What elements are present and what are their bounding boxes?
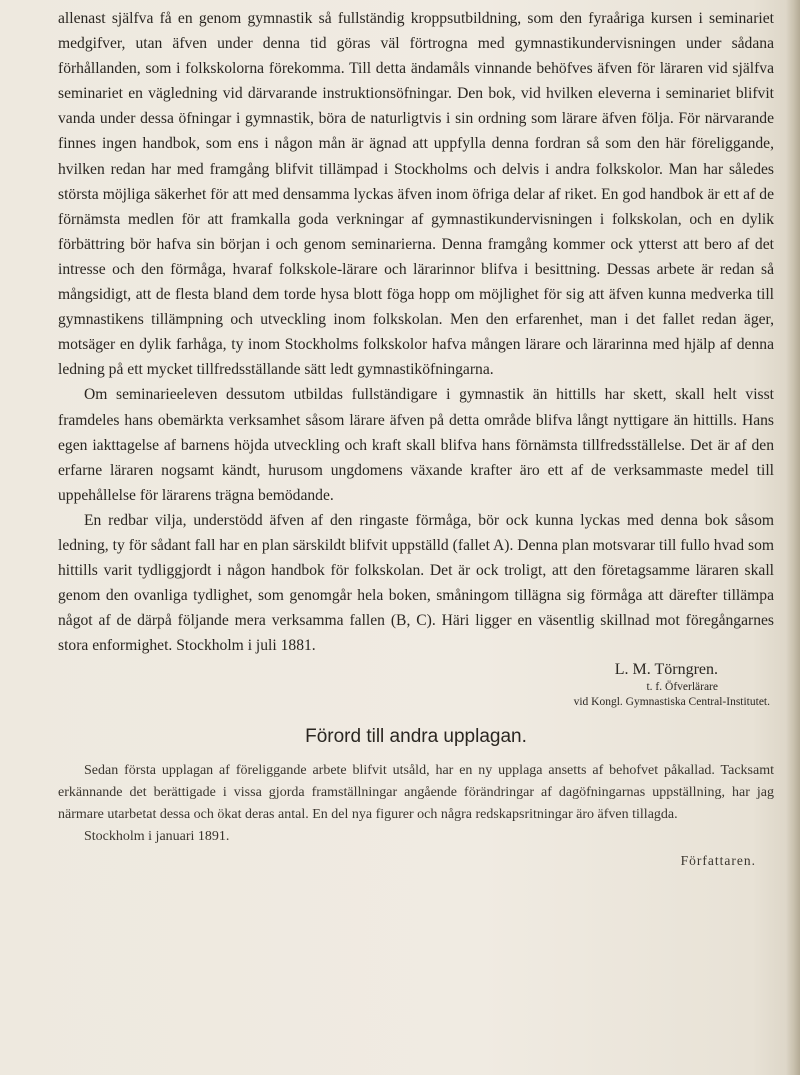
section-heading: Förord till andra upplagan. [305,726,527,748]
section2-body: Sedan första upplagan af föreliggande arbete blifvit utsåld, har en ny upplaga ansetts af behofvet påkallad. Tacksamt erkännande det berättigade i vissa gjorda framställningar angående förändringar af dagöfningarnas uppställning, har jag närmare utarbetat dessa och ökat deras antal. En del nya figurer och några redskapsritningar äro äfven tillagda. [58,762,774,822]
page-text [58,6,774,873]
signature-name: L. M. Törngren. [614,661,718,679]
paragraph-2: Om seminarieeleven dessutom utbildas fullständigare i gymnastik än hittills har skett, skall helt visst framdeles hans obemärkta verksamhet såsom lärare äfven på detta område blifva långt nyttigare än hittills. Hans egen iakttagelse af barnens höjda utveckling och kraft skall blifva hans förnämsta tillfredsställelse. Det är af den erfarne läraren nogsamt kändt, hurusom ungdomens växande krafter äro ett af de verksammaste medel till uppehållelse för lärarens trägna bemödande. [58,386,774,504]
paragraph-3: En redbar vilja, understödd äfven af den ringaste förmåga, bör ock kunna lyckas med denna bok såsom ledning, ty för sådant fall har en plan särskildt blifvit uppställd (fallet A). Denna plan motsvarar till fullo hvad som hittills varit tydliggjordt i någon handbok för folkskolan. Det är ock troligt, att den företagsamme läraren skall genom den ovanliga tydlighet, som genomgår hela boken, småningom tillägna sig förmåga att därefter tillämpa något af de därpå följande mera verksamma fallen (B, C). Häri ligger en väsentlig skillnad mot föregångarnes stora enformighet. Stockholm i juli 1881. [58,511,774,655]
signature-institution: vid Kongl. Gymnastiska Central-Institutet. [573,696,770,709]
section2-place-date: Stockholm i januari 1891. [84,828,230,844]
signature-title: t. f. Öfverlärare [646,681,718,694]
section2-author: Författaren. [680,852,756,868]
page-edge-shadow [786,0,800,1075]
paragraph-1: allenast själfva få en genom gymnastik så fullständig kroppsutbildning, som den fyraåriga kursen i seminariet medgifver, utan äfven under denna tid göras väl förtrogna med gymnastikundervisningen under sådana förhållanden, som i folkskolorna förekomma. Till detta ändamåls vinnande behöfves äfven för läraren vid själfva seminariet en vägledning vid därvarande instruktionsöfningar. Den bok, vid hvilken eleverna i seminariet blifvit vanda under dessa öfningar i gymnastik, böra de naturligtvis i sin ordning som lärare äfven följa. För närvarande finnes ingen handbok, som ens i någon mån är ägnad att uppfylla denna fordran så som den här föreliggande, hvilken redan har med framgång blifvit tillämpad i Stockholms och delvis i andra folkskolor. Man har således största möjliga säkerhet för att med densamma lyckas äfven inom öfriga delar af riket. En god handbok är ett af de förnämsta medlen för att framkalla goda verkningar af gymnastikundervisningen i folkskolan, och en dylik förbättring bör hafva sin början i och genom seminarierna. Denna framgång kommer ock ytterst att bero af det intresse och den förmåga, hvaraf folkskole-lärare och lärarinnor blifva i besittning. Dessas arbete är redan så mångsidigt, att de flesta bland dem torde hysa blott föga hopp om möjlighet för sig att äfven kunna medverka till gymnastikens tillämpning och utveckling inom folkskolan. Men den erfarenhet, man i det fallet redan äger, motsäger en dylik farhåga, ty inom Stockholms folkskolor hafva mången lärare och lärarinna med hjälp af denna ledning på ett mycket tillfredsställande sätt ledt gymnastiköfningarna. [58,10,774,379]
